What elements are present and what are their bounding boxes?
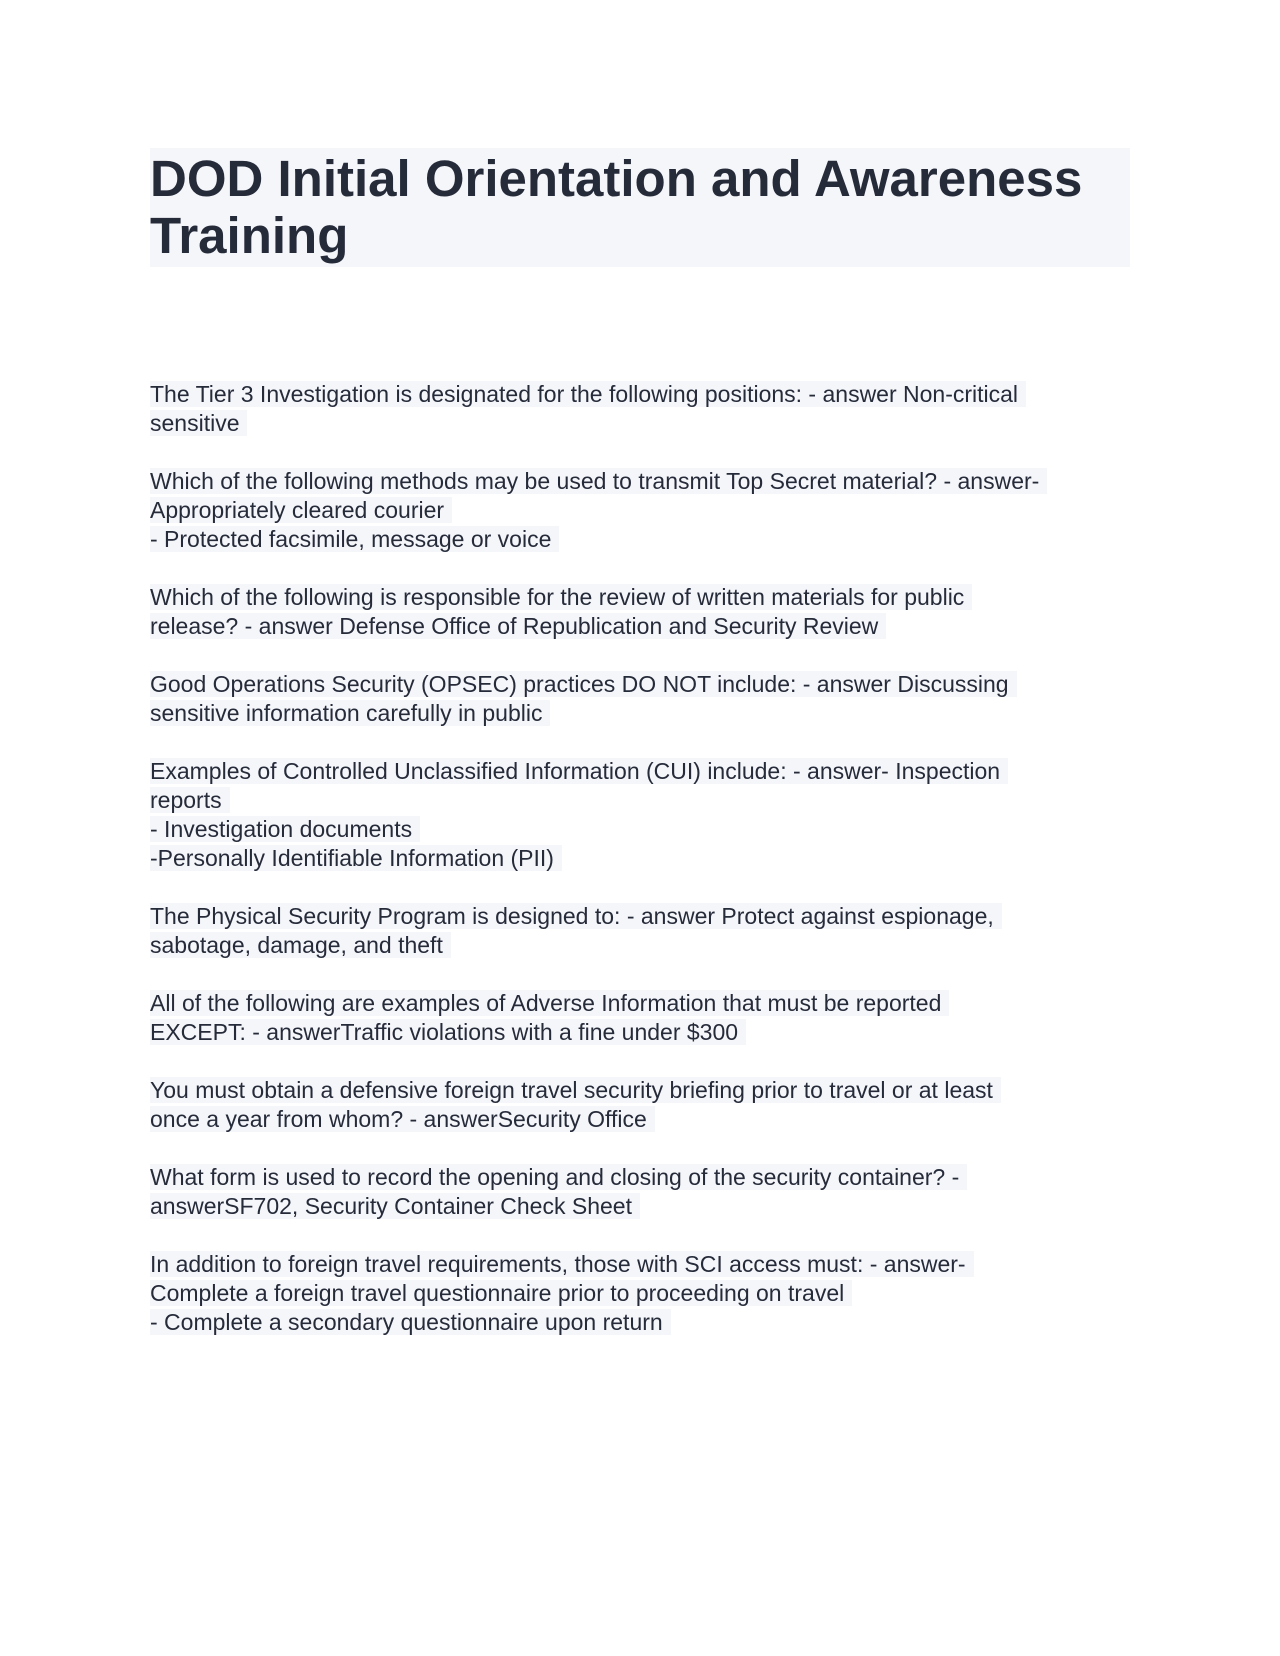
qa-text-line: once a year from whom? - answerSecurity Office (150, 1106, 655, 1132)
qa-text-line: release? - answer Defense Office of Republication and Security Review (150, 613, 886, 639)
qa-text-line: The Physical Security Program is designed to: - answer Protect against espionage, (150, 903, 1002, 929)
document-title (150, 148, 1130, 267)
qa-text-line: Which of the following methods may be used to transmit Top Secret material? - answer- (150, 468, 1047, 494)
qa-text-line: Complete a foreign travel questionnaire prior to proceeding on travel (150, 1280, 852, 1306)
qa-text-line: The Tier 3 Investigation is designated for the following positions: - answer Non-critical (150, 381, 1026, 407)
qa-text-line: Appropriately cleared courier (150, 497, 452, 523)
qa-text-line: All of the following are examples of Adverse Information that must be reported (150, 990, 949, 1016)
qa-item-4 (150, 670, 1130, 728)
qa-text-line: -Personally Identifiable Information (PII) (150, 845, 562, 871)
qa-text-line: In addition to foreign travel requirements, those with SCI access must: - answer- (150, 1251, 974, 1277)
qa-text-line: - Protected facsimile, message or voice (150, 526, 559, 552)
qa-text-line: reports (150, 787, 230, 813)
qa-text-line: You must obtain a defensive foreign travel security briefing prior to travel or at least (150, 1077, 1001, 1103)
qa-text-line: - Investigation documents (150, 816, 420, 842)
question-answer-list (150, 380, 1130, 1366)
qa-text-line: - Complete a secondary questionnaire upon return (150, 1309, 671, 1335)
qa-text-line: What form is used to record the opening and closing of the security container? - (150, 1164, 967, 1190)
qa-text-line: EXCEPT: - answerTraffic violations with a fine under $300 (150, 1019, 746, 1045)
qa-text-line: answerSF702, Security Container Check Sheet (150, 1193, 640, 1219)
qa-item-7 (150, 989, 1130, 1047)
qa-item-2 (150, 467, 1130, 554)
qa-text-line: Which of the following is responsible for the review of written materials for public (150, 584, 972, 610)
qa-text-line: sensitive information carefully in public (150, 700, 550, 726)
qa-item-10 (150, 1250, 1130, 1337)
document-page (150, 148, 1130, 1335)
qa-item-1 (150, 380, 1130, 438)
qa-text-line: sabotage, damage, and theft (150, 932, 451, 958)
qa-item-5 (150, 757, 1130, 873)
qa-item-8 (150, 1076, 1130, 1134)
qa-text-line: Good Operations Security (OPSEC) practices DO NOT include: - answer Discussing (150, 671, 1017, 697)
document-title-line-1: DOD Initial Orientation and Awareness (150, 150, 1083, 207)
qa-text-line: Examples of Controlled Unclassified Information (CUI) include: - answer- Inspection (150, 758, 1008, 784)
qa-item-6 (150, 902, 1130, 960)
qa-item-9 (150, 1163, 1130, 1221)
document-title-line-2: Training (150, 207, 349, 264)
qa-item-3 (150, 583, 1130, 641)
qa-text-line: sensitive (150, 410, 247, 436)
